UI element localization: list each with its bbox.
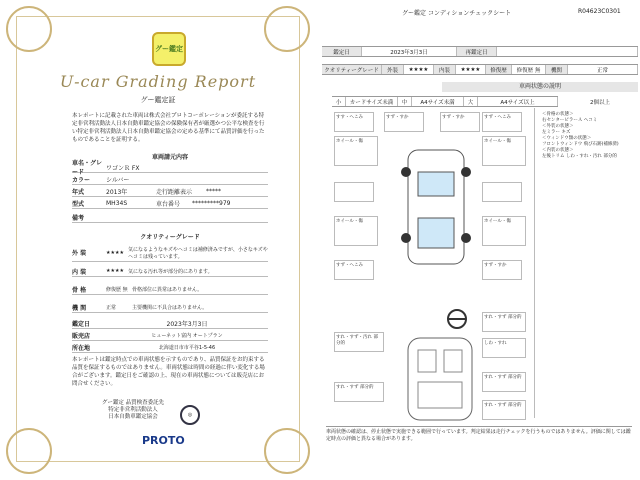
proto-logo: PROTO (142, 434, 185, 447)
addr-row (72, 342, 268, 353)
wheel-box: ホイール・傷 (482, 136, 526, 166)
damage-box: すず・すか (482, 260, 522, 280)
repair-value: 修復歴 無 (512, 65, 546, 74)
model-value: ワゴンＲ FX (106, 164, 140, 172)
frame-text: 骨格部位に異常はありません。 (132, 286, 203, 293)
interior-box: すれ・すず 部分的 (482, 312, 526, 332)
exterior-text: 気になるようなキズやヘコミは補修済みですが、小さなキズやヘコミは残っています。 (128, 246, 268, 260)
type-value: MH34S (106, 199, 128, 207)
mech-grade: 正常 (106, 304, 117, 311)
section-vehicle: 車両請元内容 (151, 154, 188, 161)
remarks-label: 備考 (72, 214, 85, 222)
section-title: 車両状態の説明 (442, 82, 638, 92)
note-item: ＜内装の状態＞ (542, 148, 574, 153)
ornament-corner-tl (6, 6, 52, 52)
date-header-row (322, 46, 638, 57)
mech-label: 機関 (546, 65, 568, 74)
interior-box: すれ・すず 部分的 (482, 400, 526, 420)
sheet-id: R04623C0301 (578, 8, 621, 15)
sheet-title: グー鑑定 コンディションチェックシート (402, 10, 512, 17)
frame-row (72, 284, 268, 295)
chassis-label: 車台番号 (156, 200, 181, 208)
interior-stars: ★★★★ (106, 268, 124, 274)
car-top-diagram (396, 142, 476, 272)
shop-row (72, 330, 268, 341)
note-item: 右センターピラーＡ ヘコミ (542, 118, 598, 123)
goo-emblem-logo: グー鑑定 (152, 32, 186, 66)
interior-box: すれ・すず 部分的 (482, 372, 526, 392)
shop-value: ヒューネット富内 オートプラン (151, 332, 223, 339)
year-row (72, 186, 268, 197)
report-subtitle: グー鑑定証 (140, 96, 176, 104)
shop-label: 販売店 (72, 332, 91, 340)
date-row (72, 318, 268, 329)
year-value: 2013年 (106, 188, 128, 196)
frame-grade: 修復歴 無 (106, 286, 128, 293)
note-item: ＜ウィンドウ類の状態＞ (542, 136, 592, 141)
mech-value: 正常 (568, 65, 638, 74)
interior-box: しわ・すれ (482, 338, 526, 358)
interior-text: 気になる汚れ等が部分的にあります。 (128, 268, 213, 275)
type-row (72, 198, 268, 209)
section-quality: クオリティーグレード (140, 234, 200, 241)
org-block (98, 400, 168, 421)
mech-row (72, 302, 268, 313)
damage-box: すす・へこみ (334, 112, 374, 132)
year-label: 年式 (72, 188, 85, 196)
scale-right: 2個以上 (590, 100, 610, 106)
condition-check-sheet (322, 2, 638, 478)
damage-box: すず・すか (440, 112, 480, 132)
scale-row (332, 96, 558, 107)
wheel-box: ホイール・傷 (334, 136, 378, 166)
model-label: 車名・グレード (72, 160, 103, 176)
qg-label: クオリティーグレード (322, 65, 382, 74)
exterior-label: 外 装 (72, 250, 87, 257)
re-label: 再鑑定日 (457, 47, 497, 56)
date-label: 鑑定日 (322, 47, 362, 56)
scale-large-desc: A4サイズ以上 (478, 97, 558, 106)
frame-label: 骨 格 (72, 286, 87, 294)
mileage-value: ***** (206, 187, 221, 195)
color-value: シルバー (106, 176, 130, 184)
interior-row (72, 266, 268, 277)
ext-label: 外装 (382, 65, 404, 74)
note-item: ＜骨格の状態＞ (542, 112, 574, 117)
org-line-3: 日本自動車鑑定協会 (108, 414, 158, 420)
intro-text: 本レポートに記載された車両は株式会社プロトコーポレーションが委託する特定非営利活動法人日本自動車鑑定協会の保険保有者が厳選かつ公平な検査を行い特定非営利活動法人日本自動車鑑定協会の定める基準にて品質評価を行ったものであることを証明する。 (72, 113, 265, 143)
int-label: 内装 (434, 65, 456, 74)
report-title: U-car Grading Report (59, 72, 257, 91)
type-label: 型式 (72, 200, 85, 208)
steering-wheel-icon (446, 308, 468, 330)
notes-list (542, 112, 619, 160)
re-value (497, 47, 638, 56)
wheel-box: ホイール・傷 (482, 216, 526, 246)
scale-mid: 中 (398, 97, 412, 106)
remarks-row (72, 212, 268, 223)
damage-box (334, 182, 374, 202)
mileage-label: 走行距離表示 (156, 188, 193, 196)
scale-small-desc: カードサイズ未満 (346, 97, 398, 106)
exterior-stars: ★★★★ (106, 249, 124, 256)
jaaa-seal-icon: ◎ (180, 405, 200, 425)
date-value: 2023年3月3日 (362, 47, 457, 56)
addr-label: 所在地 (72, 344, 91, 352)
ext-stars: ★★★★ (404, 65, 434, 74)
ornament-corner-bl (6, 428, 52, 474)
car-interior-diagram (400, 334, 480, 424)
date-value: 2023年3月3日 (166, 320, 208, 328)
note-item: フロントウィンドウ 飛び石跡(補修済) (542, 142, 619, 147)
grading-certificate (2, 2, 314, 478)
interior-box: すれ・すず・汚れ 部分的 (334, 332, 384, 352)
int-stars: ★★★★ (456, 65, 486, 74)
addr-value: 北海道日市市平谷1-5-46 (158, 344, 216, 351)
exterior-row (72, 244, 268, 262)
note-item: 左ミラー キズ (542, 130, 571, 135)
scale-mid-desc: A4サイズ未満 (412, 97, 464, 106)
note-item: ＜外装の状態＞ (542, 124, 574, 129)
scale-small: 小 (332, 97, 346, 106)
quality-header-row (322, 64, 638, 75)
repair-label: 修復歴 (486, 65, 512, 74)
color-row (72, 174, 268, 185)
interior-label: 内 装 (72, 268, 87, 276)
ornament-corner-tr (264, 6, 310, 52)
damage-box: すず・へこみ (334, 260, 374, 280)
damage-box (482, 182, 522, 202)
damage-box: すず・すか (384, 112, 424, 132)
chassis-value: *********979 (192, 199, 231, 207)
ornament-corner-br (264, 428, 310, 474)
note-item: 左後トリム しわ・すれ・汚れ 部分的 (542, 154, 617, 159)
color-label: カラー (72, 176, 91, 184)
footer-text: 本レポートは鑑定時点での車両状態を示すものであり、品質保証をお約束する品質を保証するものではありません。車両状態は時間の経過に伴い変化する場合がございます。鑑定日をご確認の上、現在の車両状態については販売店にお問合せください。 (72, 357, 265, 387)
date-label: 鑑定日 (72, 320, 91, 328)
wheel-box: ホイール・傷 (334, 216, 378, 246)
damage-box: すず・へこみ (482, 112, 522, 132)
model-row (72, 160, 268, 176)
org-line-1: グー鑑定 品質検査委託先 (101, 400, 165, 406)
mech-label: 機 関 (72, 304, 87, 312)
scale-large: 大 (464, 97, 478, 106)
bottom-note: 車両状態の確認は、停止状態で実施できる範囲で行っています。判定結果は走行チェックを行うものではありません。評価に関しては鑑定時点の評価と異なる場合があります。 (326, 426, 632, 443)
mech-text: 主要機関に不具合はありません。 (132, 304, 208, 311)
interior-box: すれ・すず 部分的 (334, 382, 384, 402)
org-line-2: 特定非営利活動法人 (108, 407, 158, 413)
